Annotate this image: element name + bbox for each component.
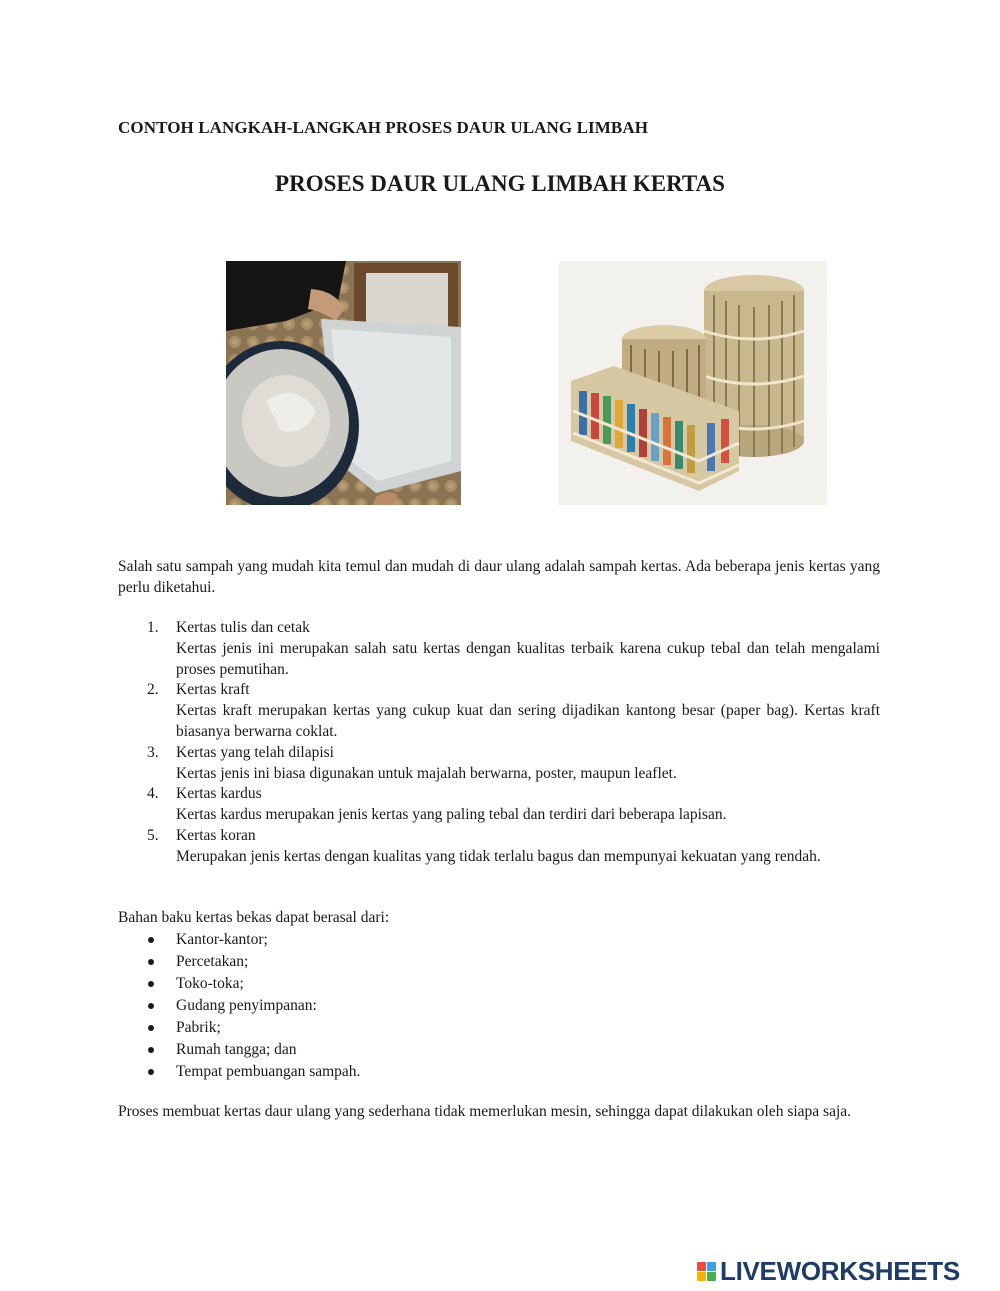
list-item (118, 618, 880, 680)
bullet-icon (148, 1003, 154, 1009)
list-number: 3. (147, 743, 159, 761)
bullet-icon (148, 981, 154, 987)
paper-type-description: Kertas kardus merupakan jenis kertas yang paling tebal dan terdiri dari beberapa lapisan. (176, 806, 727, 824)
paper-type-name: Kertas kraft (176, 681, 250, 699)
list-item (118, 929, 880, 951)
bullet-icon (148, 937, 154, 943)
list-item (118, 1017, 880, 1039)
subheading: CONTOH LANGKAH-LANGKAH PROSES DAUR ULANG LIMBAH (118, 118, 649, 137)
recycled-baskets-photo (559, 261, 827, 505)
list-number: 2. (147, 681, 159, 699)
paper-type-description: Kertas kraft merupakan kertas yang cukup kuat dan sering dijadikan kantong besar (paper bag). Kertas kraft biasanya berwarna coklat. (176, 702, 880, 740)
list-item (118, 973, 880, 995)
list-item (118, 1039, 880, 1061)
materials-intro: Bahan baku kertas bekas dapat berasal dari: (118, 909, 390, 926)
materials-list (118, 929, 880, 1083)
brand-name: LIVEWORKSHEETS (720, 1255, 960, 1286)
list-item (118, 995, 880, 1017)
paper-type-description: Kertas jenis ini merupakan salah satu kertas dengan kualitas terbaik karena cukup tebal dan telah mengalami proses pemutihan. (176, 639, 880, 678)
list-number: 1. (147, 619, 159, 636)
liveworksheets-icon (697, 1262, 716, 1281)
material-source: Toko-toka; (176, 975, 244, 992)
paper-type-name: Kertas tulis dan cetak (176, 619, 310, 636)
bullet-icon (148, 1047, 154, 1053)
paper-types-list (118, 618, 880, 868)
list-item (118, 680, 880, 742)
material-source: Kantor-kantor; (176, 931, 268, 948)
paper-type-name: Kertas koran (176, 826, 256, 844)
material-source: Gudang penyimpanan: (176, 997, 317, 1014)
list-item (118, 826, 880, 868)
paper-pulp-photo (226, 261, 461, 505)
logo-square-red (697, 1262, 706, 1271)
material-source: Percetakan; (176, 953, 249, 970)
list-item (118, 784, 880, 826)
bullet-icon (148, 1025, 154, 1031)
paper-type-name: Kertas kardus (176, 785, 262, 803)
paper-type-description: Merupakan jenis kertas dengan kualitas yang tidak terlalu bagus dan mempunyai kekuatan yang rendah. (176, 847, 821, 865)
list-item (118, 743, 880, 785)
bullet-icon (148, 959, 154, 965)
intro-paragraph: Salah satu sampah yang mudah kita temul dan mudah di daur ulang adalah sampah kertas. Ada beberapa jenis kertas yang perlu diketahui. (118, 558, 880, 596)
liveworksheets-logo[interactable] (697, 1255, 960, 1287)
material-source: Tempat pembuangan sampah. (176, 1063, 361, 1080)
list-item (118, 951, 880, 973)
paper-type-description: Kertas jenis ini biasa digunakan untuk majalah berwarna, poster, maupun leaflet. (176, 764, 677, 782)
closing-paragraph: Proses membuat kertas daur ulang yang sederhana tidak memerlukan mesin, sehingga dapat dilakukan oleh siapa saja. (118, 1103, 852, 1120)
list-number: 5. (147, 826, 159, 844)
page-title: PROSES DAUR ULANG LIMBAH KERTAS (275, 171, 725, 196)
logo-square-blue (707, 1262, 716, 1271)
bullet-icon (148, 1069, 154, 1075)
paper-type-name: Kertas yang telah dilapisi (176, 743, 334, 761)
list-number: 4. (147, 785, 159, 803)
material-source: Pabrik; (176, 1019, 221, 1036)
material-source: Rumah tangga; dan (176, 1041, 297, 1058)
logo-square-yellow (697, 1272, 706, 1281)
list-item (118, 1061, 880, 1083)
logo-square-green (707, 1272, 716, 1281)
